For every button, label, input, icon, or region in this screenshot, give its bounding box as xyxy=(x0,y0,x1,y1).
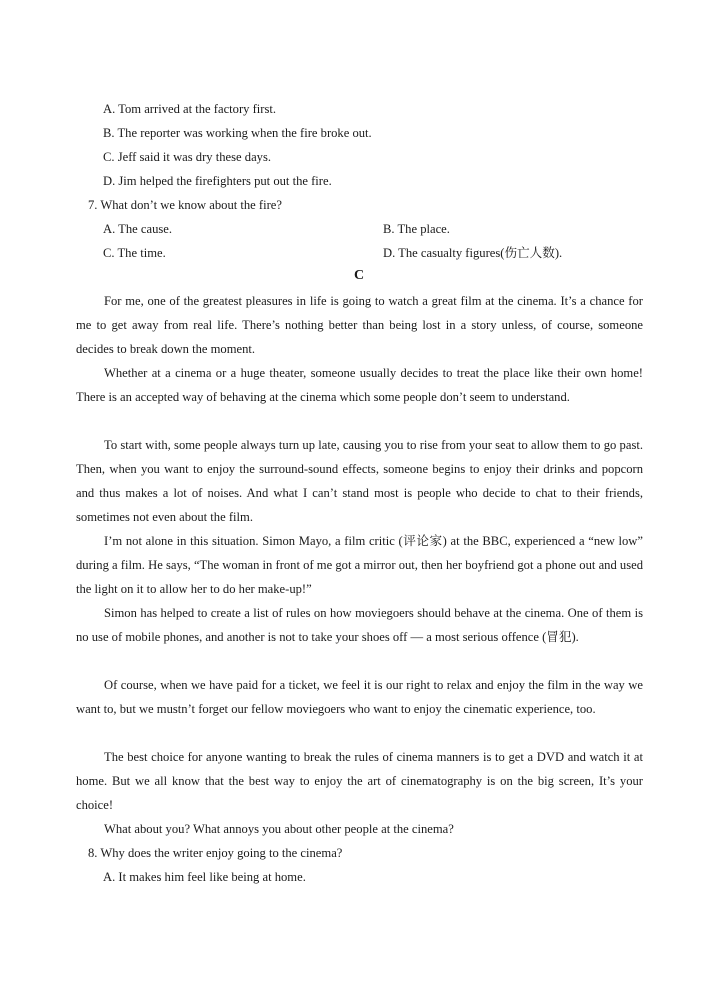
q7-option-a: A. The cause. xyxy=(103,222,173,236)
passage-paragraph-4: I’m not alone in this situation. Simon Mayo, a film critic (评论家) at the BBC, experienced a “new low” during a film. He says, “The woman in front of me got a mirror out, then her boyfriend got a phone out and used the light on it to allow her to do her make-up!” xyxy=(76,534,643,596)
passage-paragraph-5: Simon has helped to create a list of rules on how moviegoers should behave at the cinema. One of them is no use of mobile phones, and another is not to take your shoes off — a most serious offence (冒犯). xyxy=(76,606,643,644)
passage-paragraph-7: The best choice for anyone wanting to break the rules of cinema manners is to get a DVD and watch it at home. But we all know that the best way to enjoy the art of cinematography is on the big screen, It’s your choice! xyxy=(76,750,643,812)
q8-option-a: A. It makes him feel like being at home. xyxy=(103,870,306,884)
q6-option-a: A. Tom arrived at the factory first. xyxy=(103,102,277,116)
q8-stem: 8. Why does the writer enjoy going to the cinema? xyxy=(88,846,343,860)
passage-paragraph-6: Of course, when we have paid for a ticket, we feel it is our right to relax and enjoy the film in the way we want to, but we mustn’t forget our fellow moviegoers who want to enjoy the cinematic experience, too. xyxy=(76,678,643,716)
passage-paragraph-3: To start with, some people always turn up late, causing you to rise from your seat to allow them to go past. Then, when you want to enjoy the surround-sound effects, someone begins to enjoy their drinks and popcorn and thus makes a lot of noises. And what I can’t stand most is people who decide to chat to their friends, sometimes not even about the film. xyxy=(76,438,643,524)
passage-paragraph-1: For me, one of the greatest pleasures in life is going to watch a great film at the cinema. It’s a chance for me to get away from real life. There’s nothing better than being lost in a story unless, of course, someone decides to break down the moment. xyxy=(76,294,643,356)
q6-option-d: D. Jim helped the firefighters put out the fire. xyxy=(103,174,332,188)
q7-stem: 7. What don’t we know about the fire? xyxy=(88,198,282,212)
q7-option-b: B. The place. xyxy=(383,222,450,236)
section-title: C xyxy=(353,268,365,283)
q6-option-c: C. Jeff said it was dry these days. xyxy=(103,150,272,164)
q7-option-c: C. The time. xyxy=(103,246,166,260)
q6-option-b: B. The reporter was working when the fire broke out. xyxy=(103,126,372,140)
q7-option-d: D. The casualty figures(伤亡人数). xyxy=(383,246,563,260)
passage-paragraph-8: What about you? What annoys you about other people at the cinema? xyxy=(104,822,454,836)
passage-paragraph-2: Whether at a cinema or a huge theater, someone usually decides to treat the place like their own home! There is an accepted way of behaving at the cinema which some people don’t seem to understand. xyxy=(76,366,643,404)
